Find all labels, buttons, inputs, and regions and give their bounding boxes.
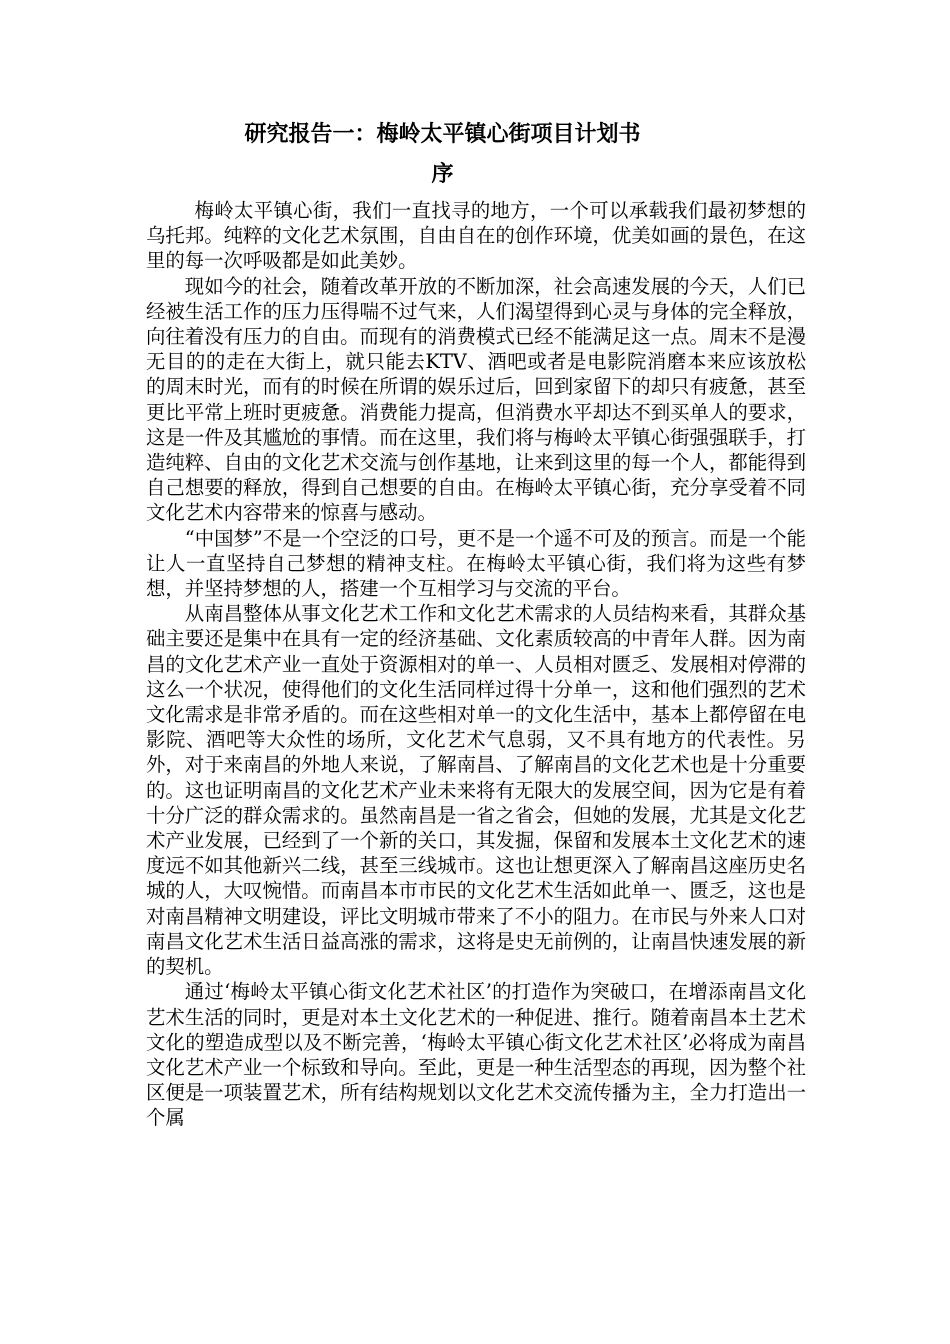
paragraph: 从南昌整体从事文化艺术工作和文化艺术需求的人员结构来看，其群众基础主要还是集中在具有一定的经济基础、文化素质较高的中青年人群。因为南昌的文化艺术产业一直处于资源相对的单一、人员相对匮乏、发展相对停滞的这么一个状况，使得他们的文化生活同样过得十分单一，这和他们强烈的艺术文化需求是非常矛盾的。而在这些相对单一的文化生活中，基本上都停留在电影院、酒吧等大众性的场所，文化艺术气息弱，又不具有地方的代表性。另外，对于来南昌的外地人来说，了解南昌、了解南昌的文化艺术也是十分重要的。这也证明南昌的文化艺术产业未来将有无限大的发展空间，因为它是有着十分广泛的群众需求的。虽然南昌是一省之省会，但她的发展，尤其是文化艺术产业发展，已经到了一个新的关口，其发掘，保留和发展本土文化艺术的速度远不如其他新兴二线，甚至三线城市。这也让想更深入了解南昌这座历史名城的人，大叹惋惜。而南昌本市市民的文化艺术生活如此单一、匮乏，这也是对南昌精神文明建设，评比文明城市带来了不小的阻力。在市民与外来人口对南昌文化艺术生活日益高涨的需求，这将是史无前例的，让南昌快速发展的新的契机。 xyxy=(146,602,806,979)
paragraph: 梅岭太平镇心街，我们一直找寻的地方，一个可以承载我们最初梦想的乌托邦。纯粹的文化艺术氛围，自由自在的创作环境，优美如画的景色，在这里的每一次呼吸都是如此美妙。 xyxy=(146,199,806,273)
section-heading: 序 xyxy=(431,162,454,187)
document-title: 研究报告一：梅岭太平镇心街项目计划书 xyxy=(244,122,641,147)
paragraph: “中国梦”不是一个空泛的口号，更不是一个遥不可及的预言。而是一个能让人一直坚持自己梦想的精神支柱。在梅岭太平镇心街，我们将为这些有梦想，并坚持梦想的人，搭建一个互相学习与交流的平台。 xyxy=(146,526,806,601)
paragraph: 现如今的社会，随着改革开放的不断加深，社会高速发展的今天，人们已经被生活工作的压力压得喘不过气来，人们渴望得到心灵与身体的完全释放，向往着没有压力的自由。而现有的消费模式已经不能满足这一点。周末不是漫无目的的走在大街上，就只能去KTV、酒吧或者是电影院消磨本来应该放松的周末时光，而有的时候在所谓的娱乐过后，回到家留下的却只有疲惫，甚至更比平常上班时更疲惫。消费能力提高，但消费水平却达不到买单人的要求，这是一件及其尴尬的事情。而在这里，我们将与梅岭太平镇心街强强联手，打造纯粹、自由的文化艺术交流与创作基地，让来到这里的每一个人，都能得到自己想要的释放，得到自己想要的自由。在梅岭太平镇心街，充分享受着不同文化艺术内容带来的惊喜与感动。 xyxy=(146,274,806,525)
document-body xyxy=(146,198,806,1131)
paragraph: 通过‘梅岭太平镇心街文化艺术社区’的打造作为突破口，在增添南昌文化艺术生活的同时，更是对本土文化艺术的一种促进、推行。随着南昌本土艺术文化的塑造成型以及不断完善，‘梅岭太平镇心街文化艺术社区’必将成为南昌文化艺术产业一个标致和导向。至此，更是一种生活型态的再现，因为整个社区便是一项装置艺术，所有结构规划以文化艺术交流传播为主，全力打造出一个属 xyxy=(146,980,806,1130)
